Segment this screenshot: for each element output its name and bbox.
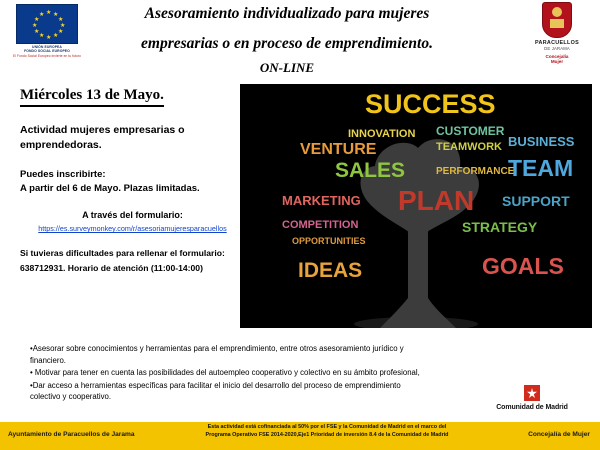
tree-word: SUCCESS: [365, 89, 496, 119]
activity-text: Actividad mujeres empresarias o emprendedoras.: [20, 124, 185, 151]
eu-logo-caption: [8, 45, 86, 58]
inscription-title: Puedes inscribirte:: [20, 169, 106, 180]
eu-logo: [8, 4, 86, 58]
madrid-star-icon: [524, 385, 540, 401]
form-title: A través del formulario:: [82, 210, 183, 220]
title-line-3: ON-LINE: [259, 60, 315, 75]
bullet-item: • Motivar para tener en cuenta las posibilidades del autoempleo cooperativo y colectivo en su ámbito profesional,: [30, 368, 420, 378]
footer-bar: [0, 422, 600, 450]
footer-funding-note: [182, 424, 472, 439]
tree-word: VENTURE: [300, 141, 377, 158]
bullet-item: •Dar acceso a herramientas específicas para facilitar el inicio del desarrollo del proceso de emprendimiento colectivo y cooperativo.: [30, 380, 401, 402]
shield-icon: [542, 2, 572, 38]
tree-word: OPPORTUNITIES: [292, 236, 366, 246]
footer-center-line2: Programa Operativo FSE 2014-2020,Eje1 Prioridad de inversión 8.4 de la Comunidad de Madrid: [205, 431, 449, 438]
eu-caption-line2: FONDO SOCIAL EUROPEO: [24, 49, 70, 54]
tree-word: BUSINESS: [508, 134, 575, 149]
crest-name: PARACUELLOS: [535, 40, 579, 46]
comunidad-madrid-logo: [478, 385, 586, 411]
tree-word: SALES: [335, 159, 406, 182]
crest-dept-line1: Concejalía: [545, 54, 569, 59]
inscription-text: A partir del 6 de Mayo. Plazas limitadas.: [20, 183, 200, 194]
word-tree-image: [240, 84, 592, 328]
form-link[interactable]: https://es.surveymonkey.com/r/asesoriamujeresparacuellos: [38, 224, 227, 233]
bullet-item: •Asesorar sobre conocimientos y herramientas para el emprendimiento, entre otros asesoramiento jurídico y financiero.: [30, 344, 404, 365]
tree-word: IDEAS: [298, 259, 363, 282]
footer-center-line1: Esta actividad está cofinanciada al 50% por el FSE y la Comunidad de Madrid en el marco del: [207, 424, 447, 430]
title-line-2: empresarias o en proceso de emprendimiento.: [141, 35, 433, 52]
tree-word: PERFORMANCE: [436, 166, 515, 177]
eu-caption-line1: UNIÓN EUROPEA: [32, 45, 62, 49]
crest-subname: DE JARAMA: [544, 46, 570, 51]
difficulty-text: Si tuvieras dificultades para rellenar el formulario:: [20, 248, 225, 258]
tree-word: TEAM: [508, 155, 574, 181]
tree-word: INNOVATION: [348, 128, 416, 140]
footer-left-text: Ayuntamiento de Paracuellos de Jarama: [8, 431, 135, 438]
tree-word: SUPPORT: [502, 193, 570, 209]
eu-caption-line3: El Fondo Social Europeo invierte en tu futuro: [13, 53, 81, 58]
poster-title: [92, 4, 482, 76]
title-line-1: Asesoramiento individualizado para mujeres: [144, 5, 430, 22]
tree-word: COMPETITION: [282, 219, 359, 231]
phone-text: 638712931. Horario de atención (11:00-14:00): [20, 263, 203, 273]
info-column: [20, 86, 245, 273]
comunidad-label: Comunidad de Madrid: [496, 404, 568, 411]
event-date: Miércoles 13 de Mayo.: [20, 87, 164, 107]
tree-word: TEAMWORK: [436, 141, 502, 153]
objectives-list: [30, 343, 430, 404]
tree-word: GOALS: [482, 253, 564, 279]
eu-flag-icon: ★ ★ ★ ★ ★ ★ ★ ★ ★ ★ ★ ★: [16, 4, 78, 44]
municipal-crest: [520, 2, 594, 64]
tree-word: MARKETING: [282, 193, 361, 208]
tree-word: CUSTOMER: [436, 124, 505, 138]
tree-word: STRATEGY: [462, 219, 538, 235]
crest-dept-line2: Mujer: [550, 59, 564, 64]
tree-word: PLAN: [398, 185, 475, 216]
footer-right-text: Concejalía de Mujer: [528, 431, 590, 438]
